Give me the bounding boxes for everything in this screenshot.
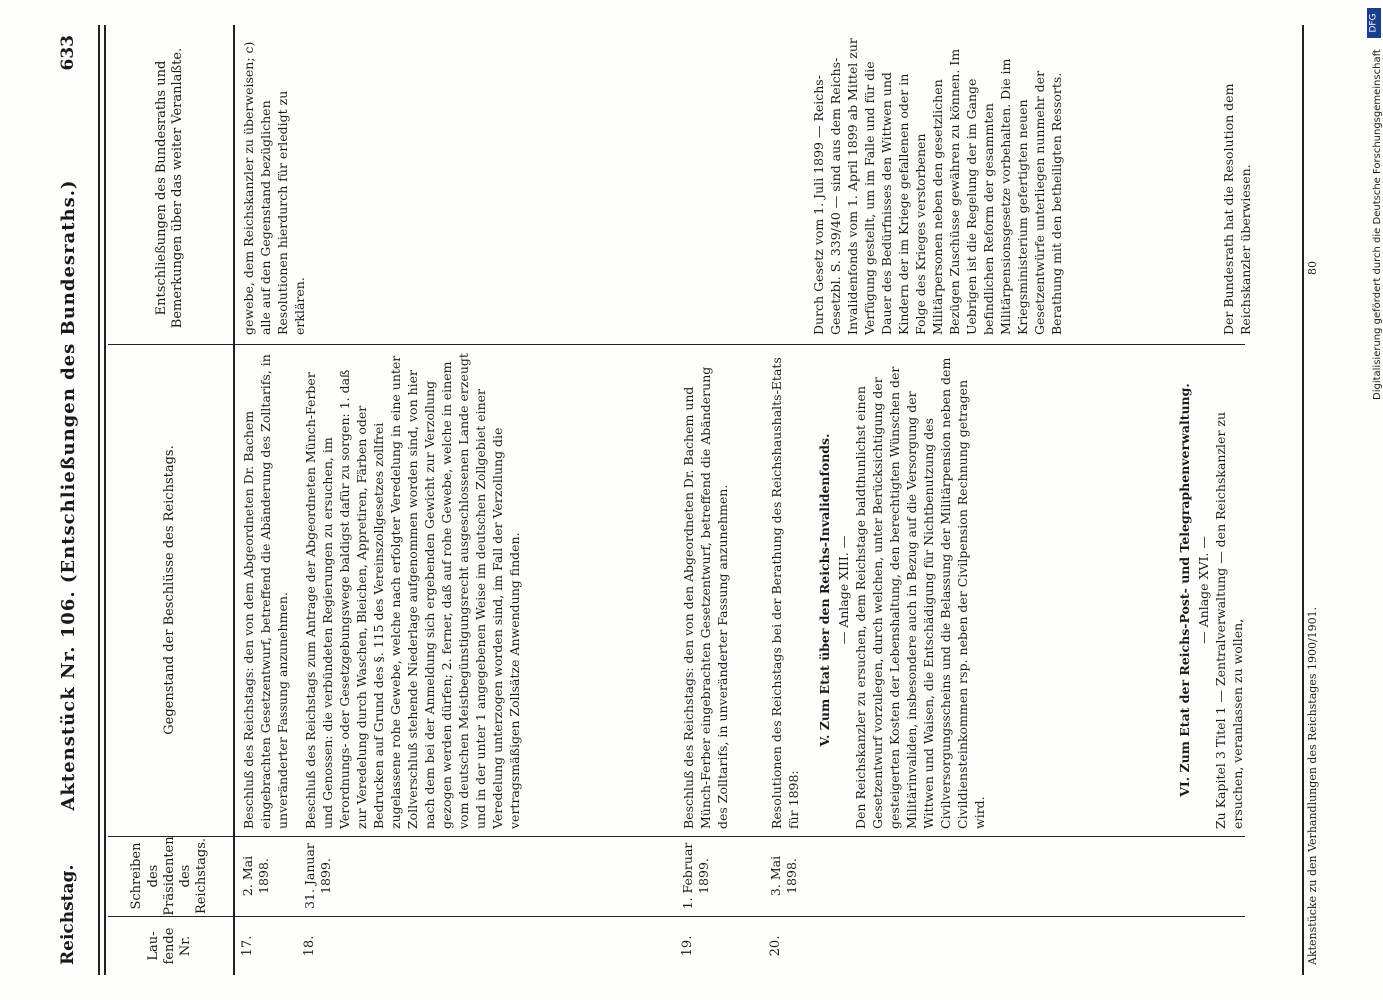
row-number: 17. xyxy=(240,935,255,957)
section-v-text: Den Reichskanzler zu ersuchen, dem Reichstage baldthunlichst einen Gesetzentwurf vorzulegen, durch welchen, unter Berücksichtigung der gesteigerten Kosten der Lebenshaltung, den berechtigten Wünschen der Militärinvaliden, insbesondere auch in Bezug auf die Versorgung der Wittwen und Waisen, die Entschädigung für Nichtbenutzung des Civilversorgungsscheins und die Belassung der Militärpension neben dem Civildiensteinkommen rsp. neben der Civilpension Rechnung getragen wird. xyxy=(853,357,987,829)
row-number: 20. xyxy=(768,935,783,957)
row-subject: Beschluß des Reichstags zum Antrage der Abgeordneten Münch-Ferber und Genossen: die verbündeten Regierungen zu ersuchen, im Verordnungs- oder Gesetzgebungswege baldigst dafür zu sorgen: 1. daß zur Veredelung durch Waschen, Bleichen, Appretiren, Färben oder Bedrucken auf Grund des §. 115 des Vereinszollgesetzes zollfrei zugelassene rohe Gewebe, welche nach erfolgter Veredelung in eine unter Zollverschluß stehende Niederlage aufgenommen worden sind, von hier nach dem bei der Anmeldung sich ergebenden Gewicht zur Verzollung gezogen werden dürfen; 2. ferner, daß auf rohe Gewebe, welche in einem vom deutschen Meistbegünstigungsrecht ausgeschlossenen Lande erzeugt und in der unter 1 angegebenen Weise im deutschen Zollgebiet einer Veredelung unterzogen worden sind, im Fall der Verzollung die vertragsmäßigen Zollsätze Anwendung finden. xyxy=(303,353,522,829)
row-subject: Beschluß des Reichstags: den von den Abgeordneten Dr. Bachem und Münch-Ferber eingebrachten Gesetzentwurf, betreffend die Abänderung des Zolltarifs, in unveränderter Fassung anzunehmen. xyxy=(681,366,730,829)
col-head-decision: Entschließungen des Bundesraths und Bemerkungen über das weiter Veranlaßte. xyxy=(153,47,185,329)
col-divider xyxy=(108,916,1245,917)
header-rule-2 xyxy=(104,25,106,975)
section-v-decision: Durch Gesetz vom 1. Juli 1899 — Reichs-Gesetzbl. S. 339/40 — sind aus dem Reichs-Invalidenfonds vom 1. April 1899 ab Mittel zur Verfügung gestellt, um im Falle und für die Dauer des Bedürfnisses den Wittwen und Kindern der im Kriege gefallenen oder in Folge des Krieges verstorbenen Militärpersonen neben den gesetzlichen Bezügen Zuschüsse gewähren zu können. Im Uebrigen ist die Regelung der im Gange befindlichen Reform der gesammten Militärpensionsgesetze vorbehalten. Die im Kriegsministerium gefertigten neuen Gesetzentwürfe unterliegen nunmehr der Berathung mit den betheiligten Ressorts. xyxy=(811,38,1064,335)
signature-mark: 80 xyxy=(1306,261,1319,275)
section-vi-text: Zu Kapitel 3 Titel 1 — Zentralverwaltung — den Reichskanzler zu ersuchen, veranlassen zu wollen, xyxy=(1213,411,1245,829)
row-subject: Beschluß des Reichstags: den von dem Abgeordneten Dr. Bachem eingebrachten Gesetzentwurf, betreffend die Abänderung des Zolltarifs, in unveränderter Fassung anzunehmen. xyxy=(241,354,290,829)
section-vi xyxy=(1170,351,1246,829)
header-left: Reichstag. xyxy=(58,864,78,965)
row-date: 31. Januar 1899. xyxy=(302,843,333,909)
page-header xyxy=(58,25,92,975)
column-head-rule xyxy=(233,25,235,975)
header-title: Aktenstück Nr. 106. (Entschließungen des Bundesraths.) xyxy=(58,179,79,811)
row-date: 2. Mai 1898. xyxy=(240,855,271,897)
row-number: 18. xyxy=(302,935,317,957)
row-number: 19. xyxy=(680,935,695,957)
col-head-number: Lau-fende Nr. xyxy=(145,927,194,965)
col-head-date: Schreiben des Präsidenten des Reichstags. xyxy=(129,836,210,916)
row-subject: Resolutionen des Reichstags bei der Berathung des Reichshaushalts-Etats für 1898: xyxy=(769,357,801,829)
dfg-logo: DFG xyxy=(1367,8,1381,38)
section-vi-title: VI. Zum Etat der Reichs-Post- und Telegraphenverwaltung. xyxy=(1177,383,1192,797)
row-decision: gewebe, dem Reichskanzler zu überweisen; c) alle auf den Gegenstand bezüglichen Resolutionen hierdurch für erledigt zu erklären. xyxy=(241,41,307,335)
digitization-note: Digitalisierung gefördert durch die Deutsche Forschungsgemeinschaft xyxy=(1372,49,1383,400)
col-head-subject: Gegenstand der Beschlüsse des Reichstags. xyxy=(161,445,177,735)
col-divider xyxy=(108,836,1245,837)
rotated-page xyxy=(40,25,1340,975)
row-date: 3. Mai 1898. xyxy=(768,855,799,897)
section-v-title: V. Zum Etat über den Reichs-Invalidenfonds. xyxy=(817,433,832,747)
section-vi-anlage: — Anlage XVI. — xyxy=(1196,536,1211,644)
section-vi-decision: Der Bundesrath hat die Resolution dem Reichskanzler überwiesen. xyxy=(1221,83,1253,335)
section-v-anlage: — Anlage XIII. — xyxy=(836,535,851,645)
header-rule xyxy=(98,25,100,975)
page-number: 633 xyxy=(58,35,78,71)
section-v xyxy=(810,351,988,829)
footer-left: Aktenstücke zu den Verhandlungen des Reichstages 1900/1901. xyxy=(1306,606,1319,965)
row-date: 1. Februar 1899. xyxy=(680,842,711,910)
footer-rule xyxy=(1302,25,1304,975)
col-divider xyxy=(108,344,1245,345)
